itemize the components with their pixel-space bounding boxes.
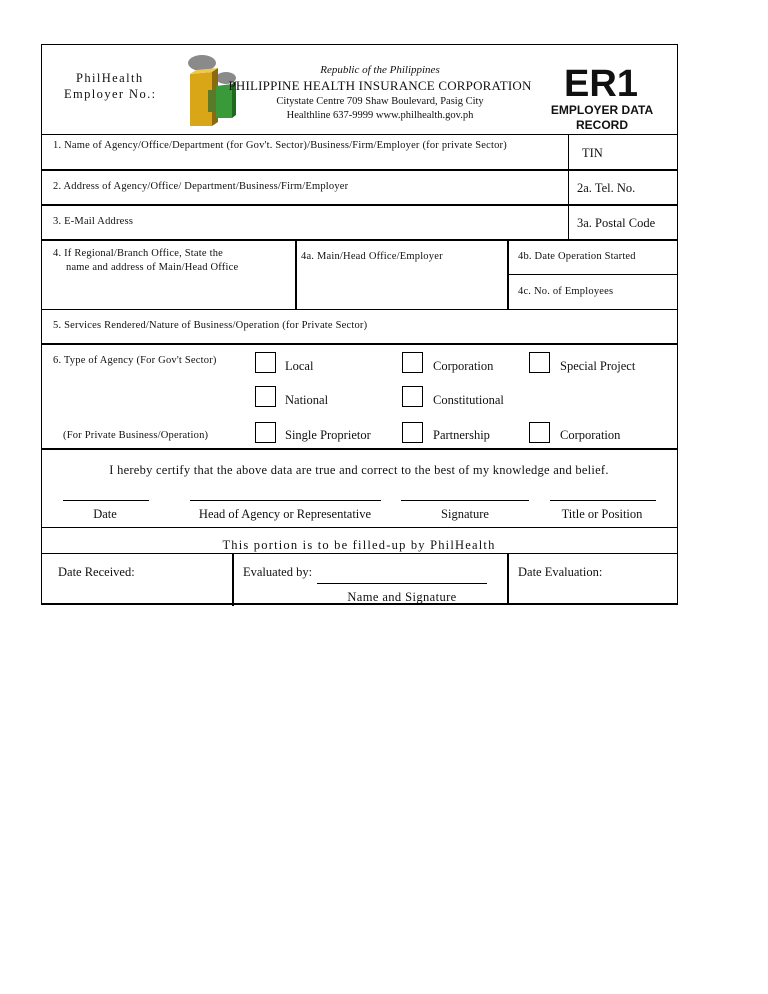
row-divider [41, 204, 678, 206]
agency-name-label: 1. Name of Agency/Office/Department (for Gov't. Sector)/Business/Firm/Employer (for private Sector) [53, 140, 507, 151]
evaluated-by-line[interactable] [317, 583, 487, 584]
employer-no-label: Employer No.: [64, 87, 157, 101]
partnership-checkbox[interactable] [402, 422, 423, 443]
main-office-field[interactable] [298, 268, 506, 308]
email-label: 3. E-Mail Address [53, 216, 134, 227]
row-divider [41, 239, 678, 241]
services-label: 5. Services Rendered/Nature of Business/Operation (for Private Sector) [53, 320, 368, 331]
partnership-option-label: Partnership [433, 428, 490, 442]
corporation-address: Citystate Centre 709 Shaw Boulevard, Pasig City [276, 96, 484, 107]
row-divider [41, 343, 678, 345]
constitutional-option-label: Constitutional [433, 393, 504, 407]
corporation-contact: Healthline 637-9999 www.philhealth.gov.ph [286, 110, 474, 121]
form-title: EMPLOYER DATA [550, 103, 654, 117]
form-border-top [41, 44, 678, 45]
corporation-private-option-label: Corporation [560, 428, 621, 442]
regional-office-label: name and address of Main/Head Office [66, 262, 239, 273]
national-checkbox[interactable] [255, 386, 276, 407]
philhealth-use-heading: This portion is to be filled-up by PhilHealth [222, 538, 496, 552]
postal-code-label: 3a. Postal Code [577, 216, 656, 230]
signature-caption: Signature [441, 507, 489, 521]
main-office-label: 4a. Main/Head Office/Employer [301, 251, 443, 262]
single-proprietor-checkbox[interactable] [255, 422, 276, 443]
form-code: ER1 [564, 63, 638, 105]
corporation-gov-checkbox[interactable] [402, 352, 423, 373]
name-signature-caption: Name and Signature [347, 590, 457, 604]
head-signature-line[interactable] [190, 500, 381, 501]
signature-line[interactable] [401, 500, 529, 501]
tel-field[interactable] [644, 175, 676, 203]
row-divider [41, 448, 678, 450]
single-proprietor-option-label: Single Proprietor [285, 428, 371, 442]
agency-type-private-label: (For Private Business/Operation) [63, 430, 209, 441]
local-checkbox[interactable] [255, 352, 276, 373]
address-field[interactable] [42, 194, 568, 204]
row-divider [41, 309, 678, 310]
tin-label: TIN [582, 146, 603, 160]
agency-type-gov-label: 6. Type of Agency (For Gov't Sector) [53, 355, 217, 366]
address-label: 2. Address of Agency/Office/ Department/Business/Firm/Employer [53, 181, 349, 192]
tin-field[interactable] [610, 140, 676, 168]
certification-statement: I hereby certify that the above data are true and correct to the best of my knowledge and belief. [109, 463, 609, 477]
constitutional-checkbox[interactable] [402, 386, 423, 407]
republic-line: Republic of the Philippines [320, 64, 440, 76]
date-received-label: Date Received: [58, 565, 135, 579]
email-field[interactable] [150, 209, 560, 237]
date-caption: Date [93, 507, 117, 521]
regional-office-label: 4. If Regional/Branch Office, State the [53, 248, 224, 259]
row-divider [41, 134, 678, 135]
date-evaluation-label: Date Evaluation: [518, 565, 603, 579]
row-divider [41, 527, 678, 528]
date-started-label: 4b. Date Operation Started [518, 251, 636, 262]
row-divider [41, 169, 678, 171]
col-divider [232, 554, 234, 606]
corporation-private-checkbox[interactable] [529, 422, 550, 443]
date-signature-line[interactable] [63, 500, 149, 501]
special-project-option-label: Special Project [560, 359, 636, 373]
row-divider [41, 553, 678, 554]
employees-label: 4c. No. of Employees [518, 286, 614, 297]
local-option-label: Local [285, 359, 314, 373]
col-divider [568, 135, 569, 240]
employer-no-label: PhilHealth [76, 71, 144, 85]
evaluated-by-label: Evaluated by: [243, 565, 313, 579]
national-option-label: National [285, 393, 329, 407]
form-border-right [677, 44, 678, 605]
title-caption: Title or Position [561, 507, 643, 521]
agency-name-field[interactable] [42, 165, 568, 169]
special-project-checkbox[interactable] [529, 352, 550, 373]
head-caption: Head of Agency or Representative [198, 507, 372, 521]
title-signature-line[interactable] [550, 500, 656, 501]
col-divider [295, 240, 297, 310]
form-border-left [41, 44, 42, 605]
col-divider [507, 554, 509, 604]
corporation-gov-option-label: Corporation [433, 359, 494, 373]
tel-label: 2a. Tel. No. [577, 181, 636, 195]
corporation-name: PHILIPPINE HEALTH INSURANCE CORPORATION [228, 78, 532, 93]
form-title: RECORD [575, 118, 629, 132]
row-divider [508, 274, 678, 275]
col-divider [507, 240, 509, 310]
